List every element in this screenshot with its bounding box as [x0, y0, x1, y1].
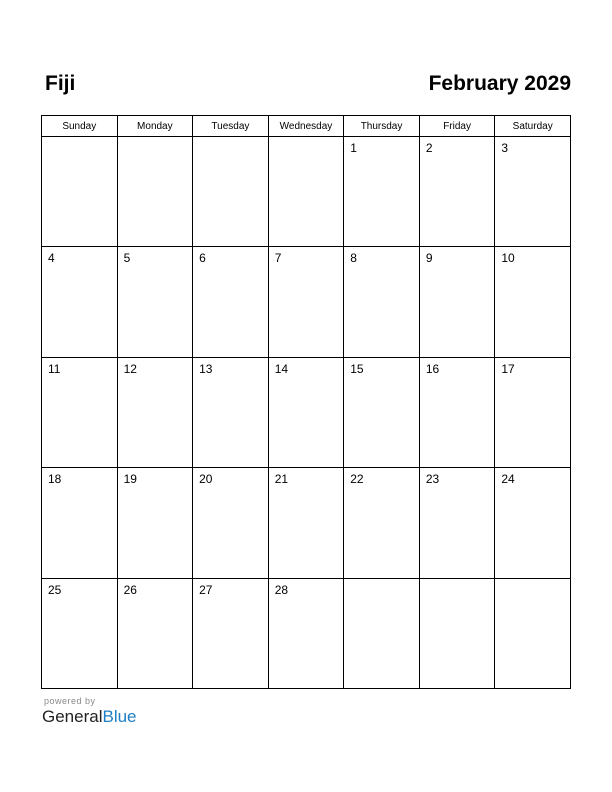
day-cell: [419, 468, 495, 578]
weekday-wednesday: Wednesday: [268, 116, 344, 137]
weekday-sunday: Sunday: [42, 116, 118, 137]
day-number: 20: [199, 472, 213, 487]
day-number: 22: [350, 472, 364, 487]
day-cell: [42, 468, 118, 578]
week-row: [42, 137, 571, 247]
day-cell: [419, 578, 495, 688]
weekday-monday: Monday: [117, 116, 193, 137]
day-cell: [268, 578, 344, 688]
day-cell: [42, 137, 118, 247]
week-row: [42, 247, 571, 357]
footer-branding: [42, 696, 137, 727]
day-cell: [419, 357, 495, 467]
day-number: 25: [48, 582, 62, 597]
week-row: [42, 468, 571, 578]
day-number: [118, 137, 193, 141]
day-cell: [117, 357, 193, 467]
week-row: [42, 357, 571, 467]
day-cell: [117, 247, 193, 357]
country-title: Fiji: [45, 72, 76, 95]
day-number: 24: [501, 472, 515, 487]
day-cell: [268, 468, 344, 578]
day-cell: [193, 468, 269, 578]
calendar-header: [41, 68, 571, 100]
day-cell: [193, 247, 269, 357]
powered-by-text: powered by: [44, 696, 96, 706]
day-number: 5: [123, 251, 131, 266]
day-cell: [495, 578, 571, 688]
day-number: 3: [501, 141, 509, 155]
day-number: 12: [123, 361, 137, 376]
day-number: 18: [48, 472, 62, 487]
weekday-thursday: Thursday: [344, 116, 420, 137]
day-cell: [495, 137, 571, 247]
day-number: 4: [48, 251, 55, 266]
day-cell: [495, 468, 571, 578]
day-cell: [42, 357, 118, 467]
day-number: 16: [425, 361, 440, 376]
day-cell: [268, 137, 344, 247]
day-cell: [193, 137, 269, 247]
brand-blue-text: Blue: [102, 707, 137, 726]
day-cell: [419, 137, 495, 247]
day-number: [42, 137, 117, 141]
weekday-header-row: [42, 116, 571, 137]
day-number: [344, 579, 419, 583]
generalblue-logo: [42, 707, 137, 727]
day-cell: [42, 247, 118, 357]
day-number: [495, 579, 570, 583]
day-number: 21: [274, 472, 289, 487]
day-number: 11: [48, 361, 61, 376]
day-cell: [117, 137, 193, 247]
day-cell: [495, 357, 571, 467]
day-number: 1: [350, 141, 357, 155]
weekday-saturday: Saturday: [495, 116, 571, 137]
day-number: [420, 579, 495, 583]
weekday-friday: Friday: [419, 116, 495, 137]
day-number: 13: [199, 361, 213, 376]
day-number: 15: [350, 361, 364, 376]
day-cell: [344, 357, 420, 467]
day-number: 28: [274, 582, 289, 597]
weekday-tuesday: Tuesday: [193, 116, 269, 137]
day-cell: [42, 578, 118, 688]
day-number: [193, 137, 268, 141]
day-cell: [495, 247, 571, 357]
day-cell: [344, 137, 420, 247]
day-cell: [344, 468, 420, 578]
day-number: 6: [199, 251, 206, 266]
day-cell: [419, 247, 495, 357]
month-year-title: February 2029: [428, 72, 571, 95]
day-number: [269, 137, 344, 141]
day-cell: [193, 357, 269, 467]
day-number: 2: [425, 141, 433, 155]
day-number: 10: [501, 251, 515, 266]
day-number: 23: [425, 472, 440, 487]
day-number: 14: [274, 361, 289, 376]
day-cell: [117, 578, 193, 688]
day-number: 9: [425, 251, 433, 266]
calendar-grid: [41, 115, 571, 689]
day-cell: [193, 578, 269, 688]
day-cell: [117, 468, 193, 578]
day-number: 7: [274, 251, 282, 266]
day-cell: [268, 247, 344, 357]
day-number: 27: [199, 582, 213, 597]
day-cell: [344, 578, 420, 688]
day-cell: [268, 357, 344, 467]
day-number: 19: [123, 472, 137, 487]
brand-general-text: General: [42, 707, 103, 726]
day-number: 17: [501, 361, 515, 376]
day-cell: [344, 247, 420, 357]
week-row: [42, 578, 571, 688]
day-number: 8: [350, 251, 357, 266]
day-number: 26: [123, 582, 137, 597]
